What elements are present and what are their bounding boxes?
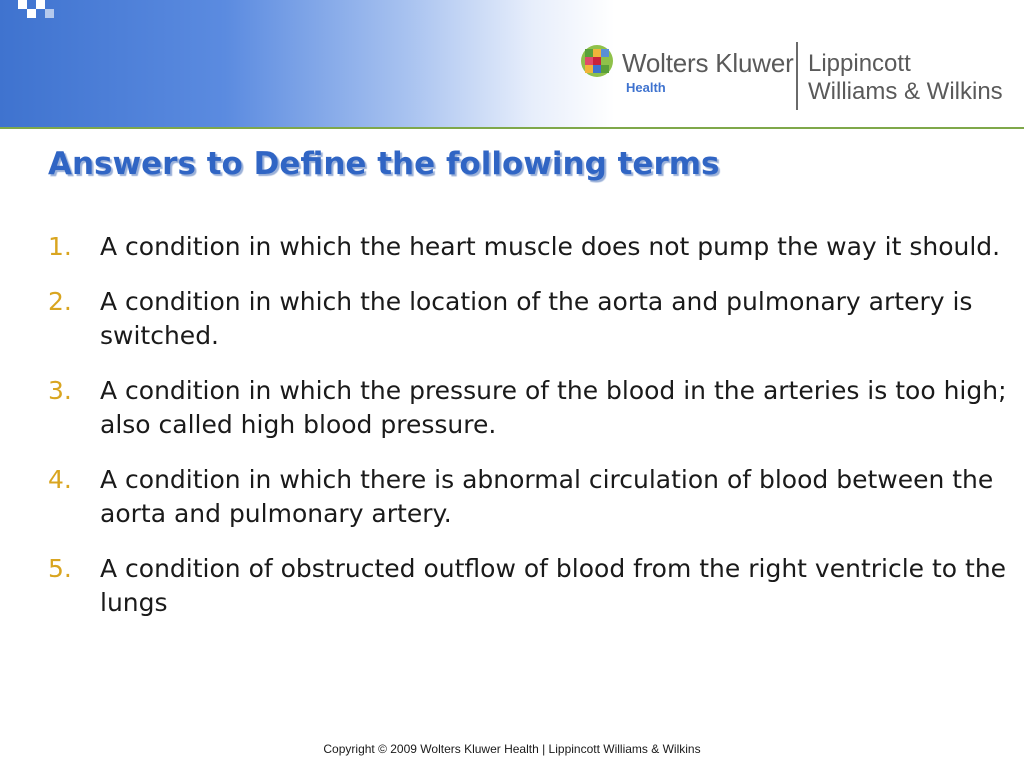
- item-number: 3.: [48, 376, 72, 405]
- header-divider: [0, 127, 1024, 129]
- list-item: [48, 285, 1008, 353]
- item-text: A condition in which the location of the aorta and pulmonary artery is switched.: [100, 287, 973, 350]
- list-item: [48, 374, 1008, 442]
- list-item: [48, 463, 1008, 531]
- company-name: Wolters Kluwer: [622, 48, 794, 78]
- logo-divider: [796, 42, 798, 110]
- imprint-name: [808, 50, 1003, 106]
- item-text: A condition in which the heart muscle does not pump the way it should.: [100, 232, 1001, 261]
- item-text: A condition of obstructed outflow of blood from the right ventricle to the lungs: [100, 554, 1007, 617]
- item-number: 5.: [48, 554, 72, 583]
- item-number: 1.: [48, 232, 72, 261]
- item-number: 2.: [48, 287, 72, 316]
- copyright-footer: Copyright © 2009 Wolters Kluwer Health | Lippincott Williams & Wilkins: [323, 742, 701, 756]
- publisher-logo: [580, 42, 1020, 114]
- wolters-kluwer-logo-icon: [580, 44, 614, 78]
- item-text: A condition in which there is abnormal circulation of blood between the aorta and pulmonary artery.: [100, 465, 994, 528]
- list-item: [48, 552, 1008, 620]
- corner-decoration: [0, 0, 60, 28]
- item-text: A condition in which the pressure of the blood in the arteries is too high; also called high blood pressure.: [100, 376, 1007, 439]
- imprint-line-2: Williams & Wilkins: [808, 78, 1003, 105]
- division-name: Health: [626, 80, 666, 95]
- answers-list: [48, 230, 1008, 641]
- list-item: [48, 230, 1008, 264]
- imprint-line-1: Lippincott: [808, 50, 911, 77]
- item-number: 4.: [48, 465, 72, 494]
- slide-title: Answers to Define the following terms: [48, 146, 720, 182]
